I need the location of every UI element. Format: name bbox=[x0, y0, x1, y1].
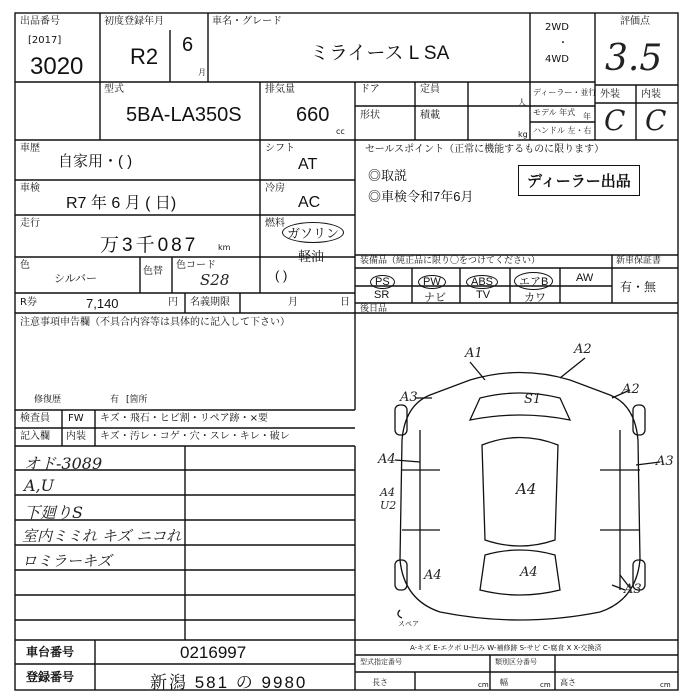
recycle-value: 7,140 bbox=[86, 296, 119, 311]
ac-label: 冷房 bbox=[265, 183, 285, 194]
equip-tv: TV bbox=[476, 289, 491, 301]
equipment-label: 装備品（純正品に限り〇をつけてください） bbox=[360, 256, 541, 266]
interior-label: 内装 bbox=[641, 89, 661, 100]
registration-value: 新潟 581 の 9980 bbox=[150, 673, 308, 692]
lot-label: 出品番号 bbox=[20, 16, 60, 27]
equip-pw: PW bbox=[418, 270, 446, 289]
expiry-month: 月 bbox=[288, 297, 298, 308]
first-reg-month: 6 bbox=[182, 34, 194, 56]
fuel-value: ガソリン bbox=[282, 222, 344, 243]
expiry-day: 日 bbox=[340, 297, 350, 308]
damage-mark-a2-front: A2 bbox=[574, 342, 592, 357]
repair-label: 修復歴 bbox=[34, 395, 62, 405]
inspector-row2-text: キズ・汚レ・コゲ・穴・スレ・キレ・破レ bbox=[100, 431, 290, 442]
shape-label: 形状 bbox=[360, 110, 380, 121]
handwritten-note-4: 室内ミミれ キズ ニコれ bbox=[22, 527, 182, 545]
chassis-label: 車台番号 bbox=[26, 645, 75, 659]
model-name-label: 車名・グレード bbox=[212, 16, 282, 27]
class-label: 類別区分番号 bbox=[495, 658, 537, 666]
damage-mark-a1: A1 bbox=[465, 346, 483, 361]
history-value: 自家用・( ) bbox=[58, 153, 133, 170]
width-label: 幅 bbox=[500, 678, 508, 687]
lot-year: [2017] bbox=[28, 35, 62, 46]
length-unit: cm bbox=[478, 681, 489, 689]
color-label: 色 bbox=[20, 260, 30, 271]
inspector-label: 検査員 bbox=[20, 413, 50, 424]
displacement-unit: cc bbox=[336, 127, 345, 136]
model-name: ミライース L SA bbox=[310, 43, 450, 64]
equip-abs: ABS bbox=[466, 270, 498, 289]
equip-airbag: エアB bbox=[514, 270, 553, 290]
fuel-label: 燃料 bbox=[265, 218, 285, 229]
score-label: 評価点 bbox=[620, 16, 650, 27]
damage-mark-a4-left: A4 bbox=[378, 452, 396, 467]
type-value: 5BA-LA350S bbox=[126, 104, 242, 126]
recycle-label: R券 bbox=[20, 297, 37, 308]
score-value: 3.5 bbox=[605, 38, 663, 79]
after-label: 後日品 bbox=[360, 304, 388, 314]
lot-number: 3020 bbox=[30, 53, 84, 80]
exterior-label: 外装 bbox=[600, 89, 620, 100]
sales-point-2: ◎車検令和7年6月 bbox=[368, 189, 474, 204]
load-unit: kg bbox=[518, 130, 528, 139]
door-label: ドア bbox=[360, 84, 380, 95]
repair-value: 有 bbox=[110, 395, 120, 405]
repair-location: [箇所 bbox=[126, 395, 148, 405]
equip-ps: PS bbox=[370, 270, 395, 289]
drive-4wd: 4WD bbox=[545, 54, 569, 65]
shift-value: AT bbox=[298, 156, 318, 173]
mileage-unit: km bbox=[218, 243, 231, 252]
drive-dot: ・ bbox=[558, 38, 568, 49]
handle-label: ハンドル 左・右 bbox=[533, 126, 592, 135]
equip-aw: AW bbox=[576, 272, 594, 284]
expiry-label: 名義期限 bbox=[190, 297, 230, 308]
mileage-label: 走行 bbox=[20, 218, 40, 229]
year-unit: 年 bbox=[583, 112, 591, 121]
equip-sr: SR bbox=[374, 289, 390, 301]
ac-value: AC bbox=[298, 194, 321, 211]
interior-grade: C bbox=[645, 104, 667, 137]
model-year-label: モデル 年式 bbox=[533, 108, 576, 117]
first-reg-label: 初度登録年月 bbox=[104, 16, 164, 27]
sales-point-1: ◎取説 bbox=[368, 168, 408, 183]
type-spec-label: 型式指定番号 bbox=[360, 658, 402, 666]
color-code-value: S28 bbox=[200, 271, 230, 289]
damage-mark-a4-u2: A4 U2 bbox=[380, 486, 397, 512]
fuel-circled bbox=[282, 222, 344, 243]
spare-label: スペア bbox=[398, 620, 419, 628]
dealer-label: ディーラー・並行 bbox=[533, 88, 597, 97]
damage-mark-a4-rear: A4 bbox=[520, 565, 538, 580]
displacement-value: 660 bbox=[296, 104, 330, 126]
width-unit: cm bbox=[540, 681, 551, 689]
damage-legend: A-キズ E-エクボ U-凹み W-補修跡 S-サビ C-腐食 X X-交換済 bbox=[410, 644, 602, 652]
height-label: 高さ bbox=[560, 678, 576, 687]
damage-mark-a3-left: A3 bbox=[400, 390, 418, 405]
fuel-paren: ( ) bbox=[275, 268, 288, 283]
damage-mark-a2-right: A2 bbox=[622, 382, 640, 397]
damage-mark-s1: S1 bbox=[524, 392, 542, 407]
dealer-badge: ディーラー出品 bbox=[518, 165, 640, 196]
capacity-unit: 人 bbox=[518, 98, 526, 107]
equip-leather: カワ bbox=[524, 292, 546, 304]
color-swap-label: 色替 bbox=[143, 266, 163, 277]
shift-label: シフト bbox=[265, 143, 295, 154]
handwritten-note-2: A,U bbox=[24, 476, 55, 495]
handwritten-note-3: 下廻りS bbox=[24, 503, 83, 522]
inspection-label: 車検 bbox=[20, 183, 40, 194]
exterior-grade: C bbox=[604, 104, 626, 137]
color-value: シルバー bbox=[54, 273, 97, 285]
equip-navi: ナビ bbox=[424, 292, 446, 304]
month-unit: 月 bbox=[198, 68, 206, 77]
fuel-alt: 軽油 bbox=[298, 249, 325, 264]
chassis-value: 0216997 bbox=[180, 643, 247, 662]
warranty-label: 新車保証書 bbox=[616, 256, 662, 266]
drive-2wd: 2WD bbox=[545, 22, 569, 33]
sales-point-label: セールスポイント（正常に機能するものに限ります） bbox=[365, 144, 605, 155]
height-unit: cm bbox=[660, 681, 671, 689]
type-label: 型式 bbox=[104, 84, 124, 95]
color-code-label: 色コード bbox=[176, 260, 216, 271]
handwritten-note-5: ロミラーキズ bbox=[22, 552, 112, 570]
notes-label: 注意事項申告欄（不具合内容等は具体的に記入して下さい） bbox=[20, 317, 290, 328]
inspector-row1-text: キズ・飛石・ヒビ割・リペア跡・×要 bbox=[100, 413, 268, 424]
entry-label: 記入欄 bbox=[20, 431, 50, 442]
warranty-value: 有・無 bbox=[620, 280, 657, 294]
damage-mark-a4-roof: A4 bbox=[516, 480, 537, 498]
history-label: 車歴 bbox=[20, 143, 40, 154]
handwritten-note-1: オド-3089 bbox=[24, 454, 103, 473]
inspector-row2-tag: 内装 bbox=[66, 431, 86, 442]
registration-label: 登録番号 bbox=[26, 670, 75, 684]
damage-mark-a4-rear-left: A4 bbox=[424, 568, 442, 583]
capacity-label: 定員 bbox=[420, 84, 440, 95]
damage-mark-a3-right: A3 bbox=[656, 454, 674, 469]
inspector-row1-tag: FW bbox=[68, 413, 84, 424]
inspection-value: R7 年 6 月 ( 日) bbox=[66, 195, 177, 212]
recycle-unit: 円 bbox=[168, 297, 178, 308]
first-reg-era: R2 bbox=[130, 44, 159, 69]
length-label: 長さ bbox=[372, 678, 388, 687]
mileage-value: 万3千087 bbox=[100, 235, 199, 256]
displacement-label: 排気量 bbox=[265, 84, 295, 95]
load-label: 積載 bbox=[420, 110, 440, 121]
damage-mark-a3-rear: A3 bbox=[624, 582, 642, 597]
